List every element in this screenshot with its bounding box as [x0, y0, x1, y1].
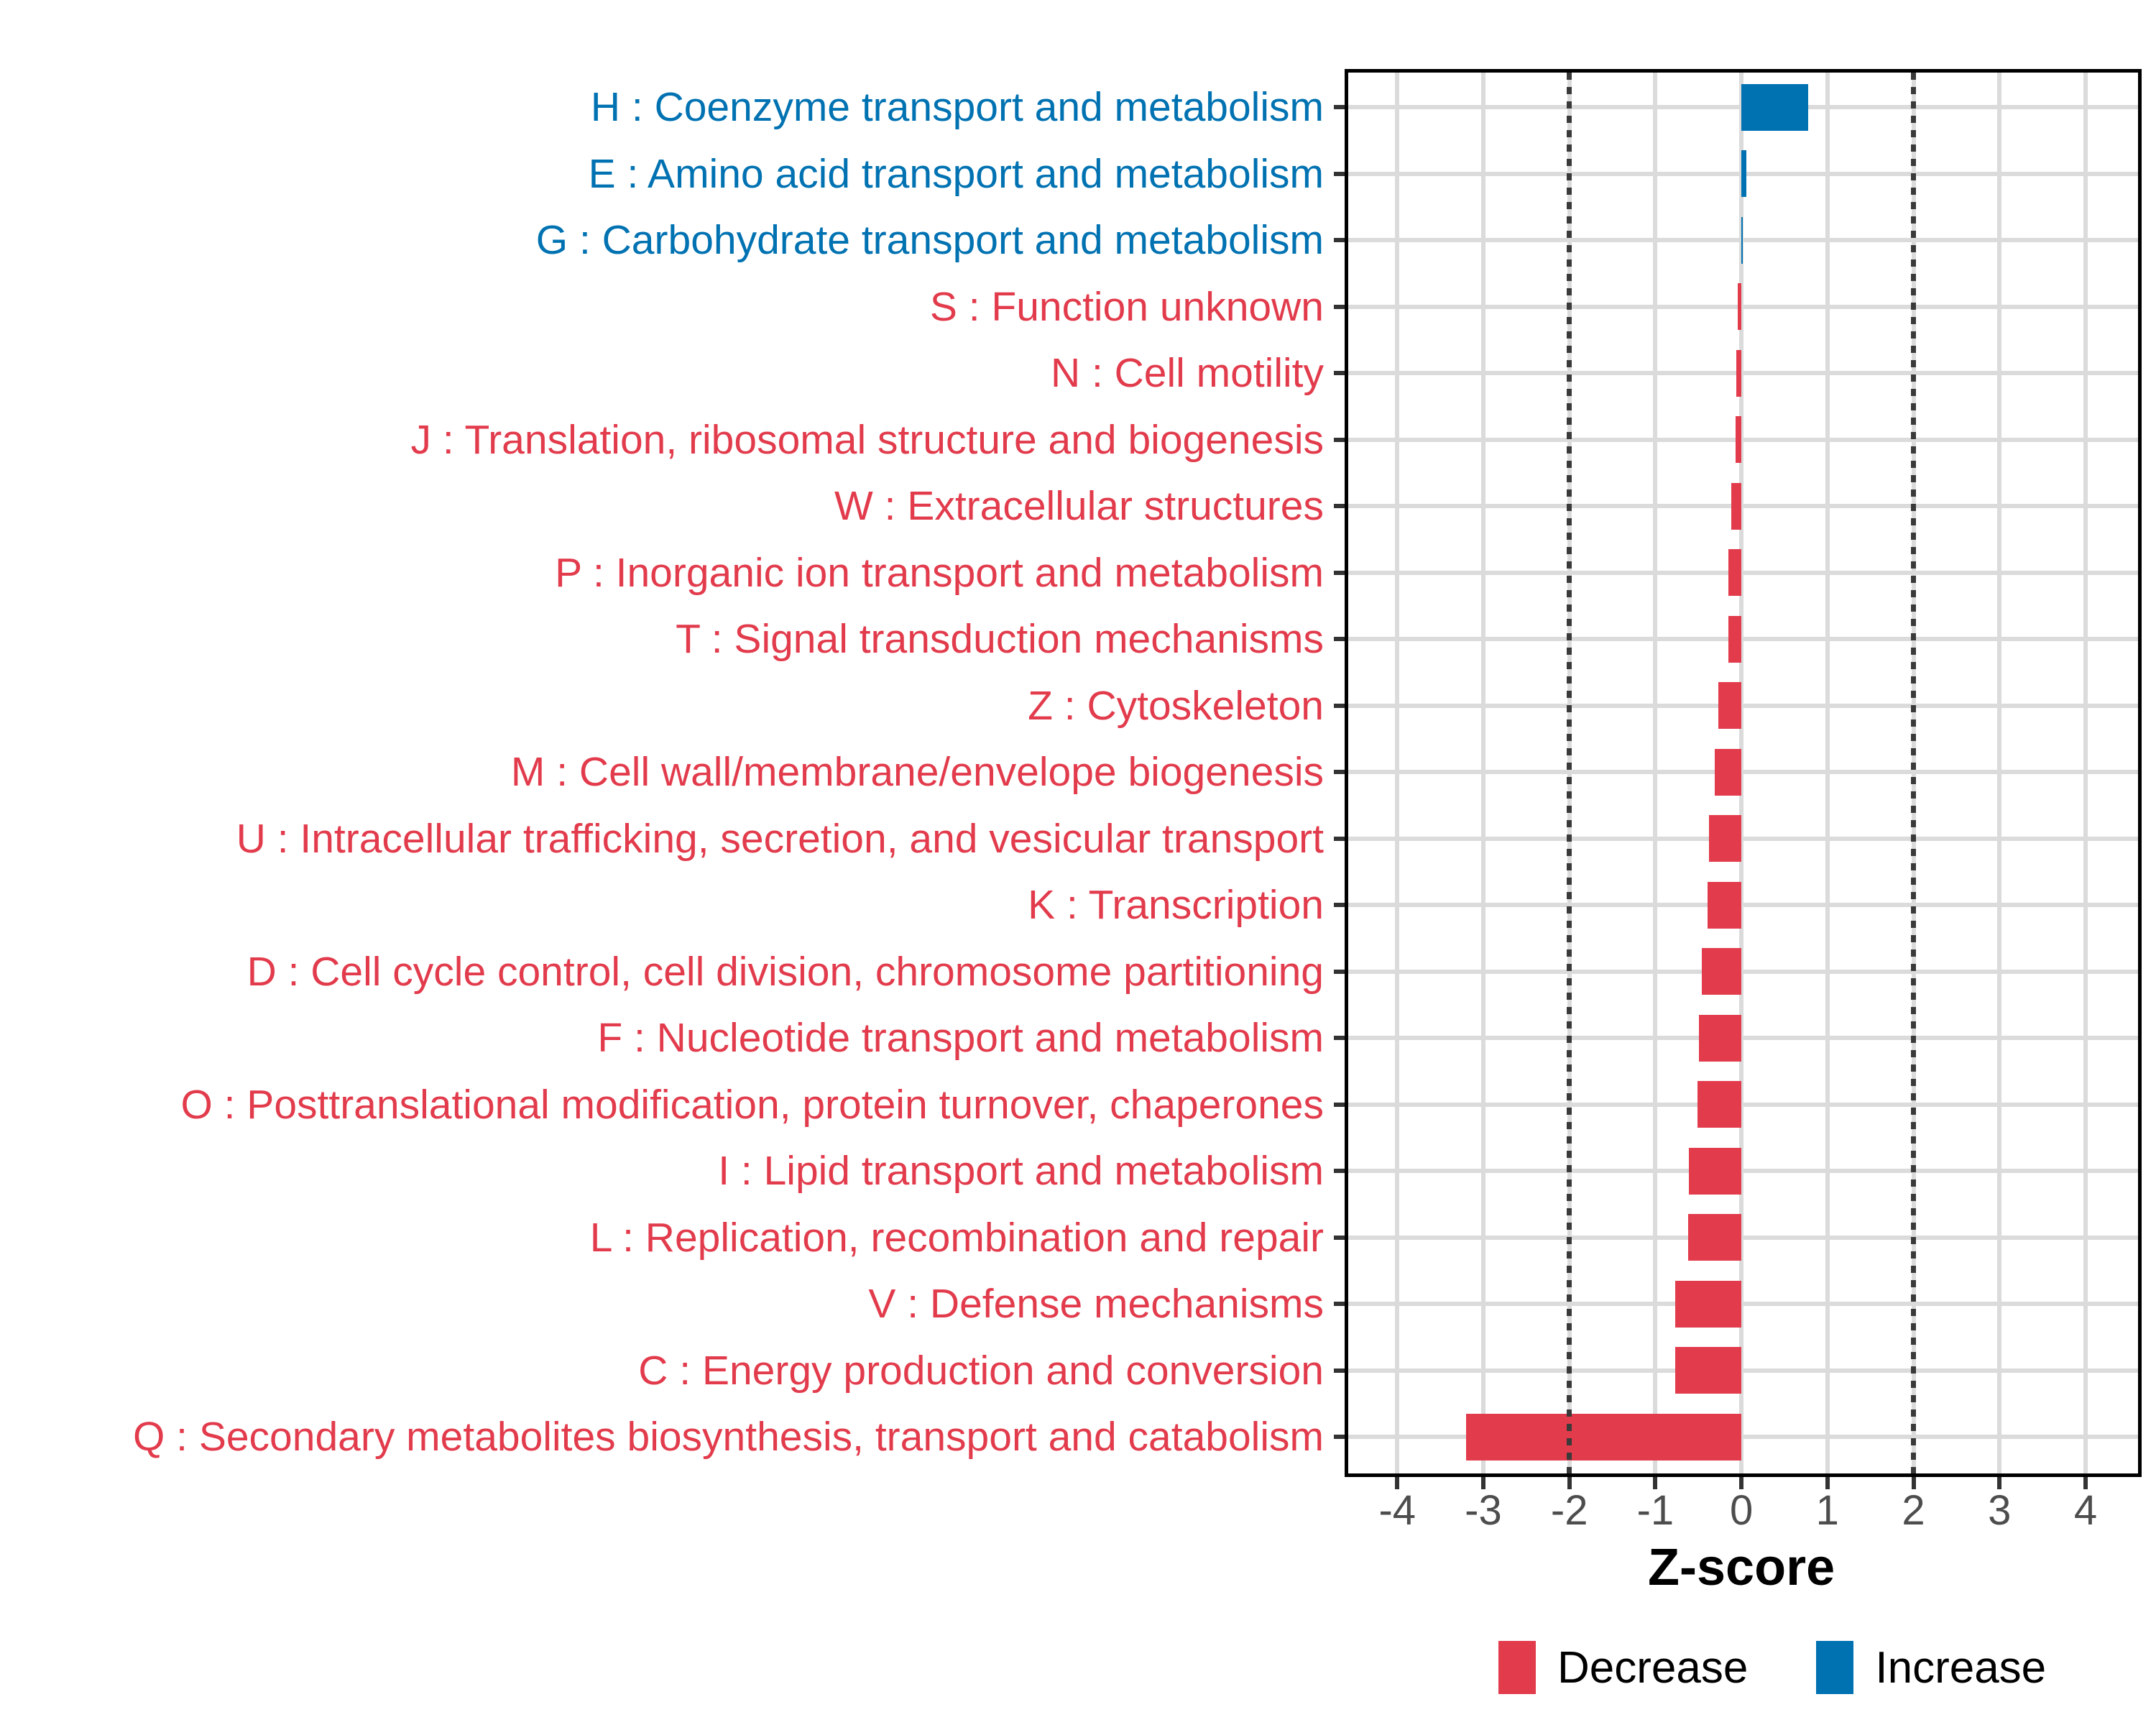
gridline-row-17	[1348, 1236, 2138, 1240]
category-label: C : Energy production and conversion	[638, 1347, 1324, 1394]
category-label: L : Replication, recombination and repair	[589, 1214, 1324, 1261]
category-tick	[1334, 1368, 1345, 1373]
bar-K	[1708, 882, 1741, 929]
category-tick	[1334, 1036, 1345, 1040]
category-label: J : Translation, ribosomal structure and biogenesis	[410, 416, 1324, 463]
bar-C	[1675, 1347, 1741, 1394]
legend-key-decrease	[1498, 1641, 1536, 1694]
category-tick	[1334, 371, 1345, 375]
x-tick-label-1: 1	[1815, 1487, 1839, 1534]
category-label: T : Signal transduction mechanisms	[676, 616, 1324, 662]
category-label: K : Transcription	[1028, 882, 1324, 928]
gridline-row-6	[1348, 504, 2138, 508]
reference-line--2	[1567, 73, 1572, 1473]
gridline-row-9	[1348, 704, 2138, 708]
legend-key-increase	[1816, 1641, 1853, 1694]
x-tick-label-0: 0	[1729, 1487, 1754, 1534]
category-label: Q : Secondary metabolites biosynthesis, transport and catabolism	[132, 1414, 1324, 1460]
x-tick-label-2: 2	[1902, 1487, 1925, 1534]
legend	[1498, 1641, 2046, 1694]
category-tick	[1334, 770, 1345, 774]
x-tick-label--3: -3	[1465, 1487, 1502, 1534]
category-tick	[1334, 504, 1345, 508]
gridline-row-3	[1348, 305, 2138, 309]
category-label: H : Coenzyme transport and metabolism	[590, 84, 1324, 130]
bar-U	[1709, 815, 1741, 862]
gridline-row-14	[1348, 1036, 2138, 1040]
x-tick-label-4: 4	[2073, 1487, 2098, 1534]
bar-T	[1728, 616, 1741, 663]
bar-F	[1699, 1015, 1741, 1062]
category-tick	[1334, 238, 1345, 242]
category-label: D : Cell cycle control, cell division, chromosome partitioning	[247, 948, 1324, 995]
bar-Z	[1718, 682, 1741, 729]
category-label: M : Cell wall/membrane/envelope biogenesis	[510, 749, 1324, 795]
category-label: N : Cell motility	[1050, 350, 1324, 396]
bar-M	[1715, 749, 1741, 796]
category-label: S : Function unknown	[929, 283, 1324, 330]
bar-Q	[1466, 1414, 1741, 1460]
bar-N	[1736, 350, 1741, 397]
gridline-row-2	[1348, 238, 2138, 242]
category-tick	[1334, 105, 1345, 109]
category-tick	[1334, 1236, 1345, 1240]
category-tick	[1334, 704, 1345, 708]
legend-label: Decrease	[1557, 1642, 1749, 1693]
category-label: I : Lipid transport and metabolism	[718, 1148, 1324, 1194]
bar-D	[1702, 948, 1741, 995]
gridline-row-8	[1348, 637, 2138, 641]
bar-W	[1731, 483, 1741, 530]
gridline-row-4	[1348, 371, 2138, 375]
category-tick	[1334, 438, 1345, 442]
legend-label: Increase	[1875, 1642, 2047, 1693]
gridline-row-15	[1348, 1103, 2138, 1107]
category-tick	[1334, 1169, 1345, 1173]
gridline-row-13	[1348, 970, 2138, 974]
gridline-row-16	[1348, 1169, 2138, 1173]
category-label: F : Nucleotide transport and metabolism	[597, 1015, 1324, 1061]
category-label: O : Posttranslational modification, protein turnover, chaperones	[180, 1081, 1324, 1128]
bar-G	[1741, 217, 1743, 264]
category-tick	[1334, 1302, 1345, 1306]
category-tick	[1334, 1435, 1345, 1439]
legend-entry-decrease	[1498, 1641, 1748, 1694]
category-label: V : Defense mechanisms	[868, 1281, 1324, 1327]
x-tick-label--4: -4	[1378, 1487, 1416, 1534]
category-tick	[1334, 970, 1345, 974]
category-tick	[1334, 571, 1345, 575]
bar-O	[1697, 1081, 1741, 1128]
bar-L	[1688, 1214, 1741, 1261]
category-label: U : Intracellular trafficking, secretion, and vesicular transport	[236, 815, 1324, 862]
plot-panel	[1345, 69, 2142, 1477]
category-tick	[1334, 637, 1345, 641]
bar-E	[1741, 150, 1746, 197]
category-label: P : Inorganic ion transport and metabolism	[555, 549, 1324, 596]
bar-I	[1689, 1148, 1741, 1195]
category-label: E : Amino acid transport and metabolism	[588, 150, 1324, 197]
category-tick	[1334, 837, 1345, 841]
category-tick	[1334, 172, 1345, 176]
bar-V	[1675, 1281, 1741, 1328]
x-tick-label--1: -1	[1636, 1487, 1674, 1534]
gridline-row-19	[1348, 1368, 2138, 1373]
x-tick-label--2: -2	[1550, 1487, 1588, 1534]
reference-line-2	[1911, 73, 1916, 1473]
x-axis-title: Z-score	[1648, 1539, 1835, 1596]
gridline-row-18	[1348, 1302, 2138, 1306]
bar-P	[1728, 549, 1741, 596]
bar-J	[1736, 416, 1741, 463]
bar-S	[1738, 283, 1741, 330]
category-tick	[1334, 1103, 1345, 1107]
gridline-row-11	[1348, 837, 2138, 841]
gridline-row-10	[1348, 770, 2138, 774]
category-label: W : Extracellular structures	[834, 483, 1324, 529]
category-label: G : Carbohydrate transport and metabolism	[535, 217, 1324, 263]
gridline-row-7	[1348, 571, 2138, 575]
legend-entry-increase	[1816, 1641, 2046, 1694]
category-tick	[1334, 903, 1345, 907]
category-tick	[1334, 305, 1345, 309]
category-label: Z : Cytoskeleton	[1028, 682, 1324, 729]
bar-H	[1741, 84, 1808, 131]
gridline-row-5	[1348, 438, 2138, 442]
x-tick-label-3: 3	[1988, 1487, 2012, 1534]
gridline-row-12	[1348, 903, 2138, 907]
